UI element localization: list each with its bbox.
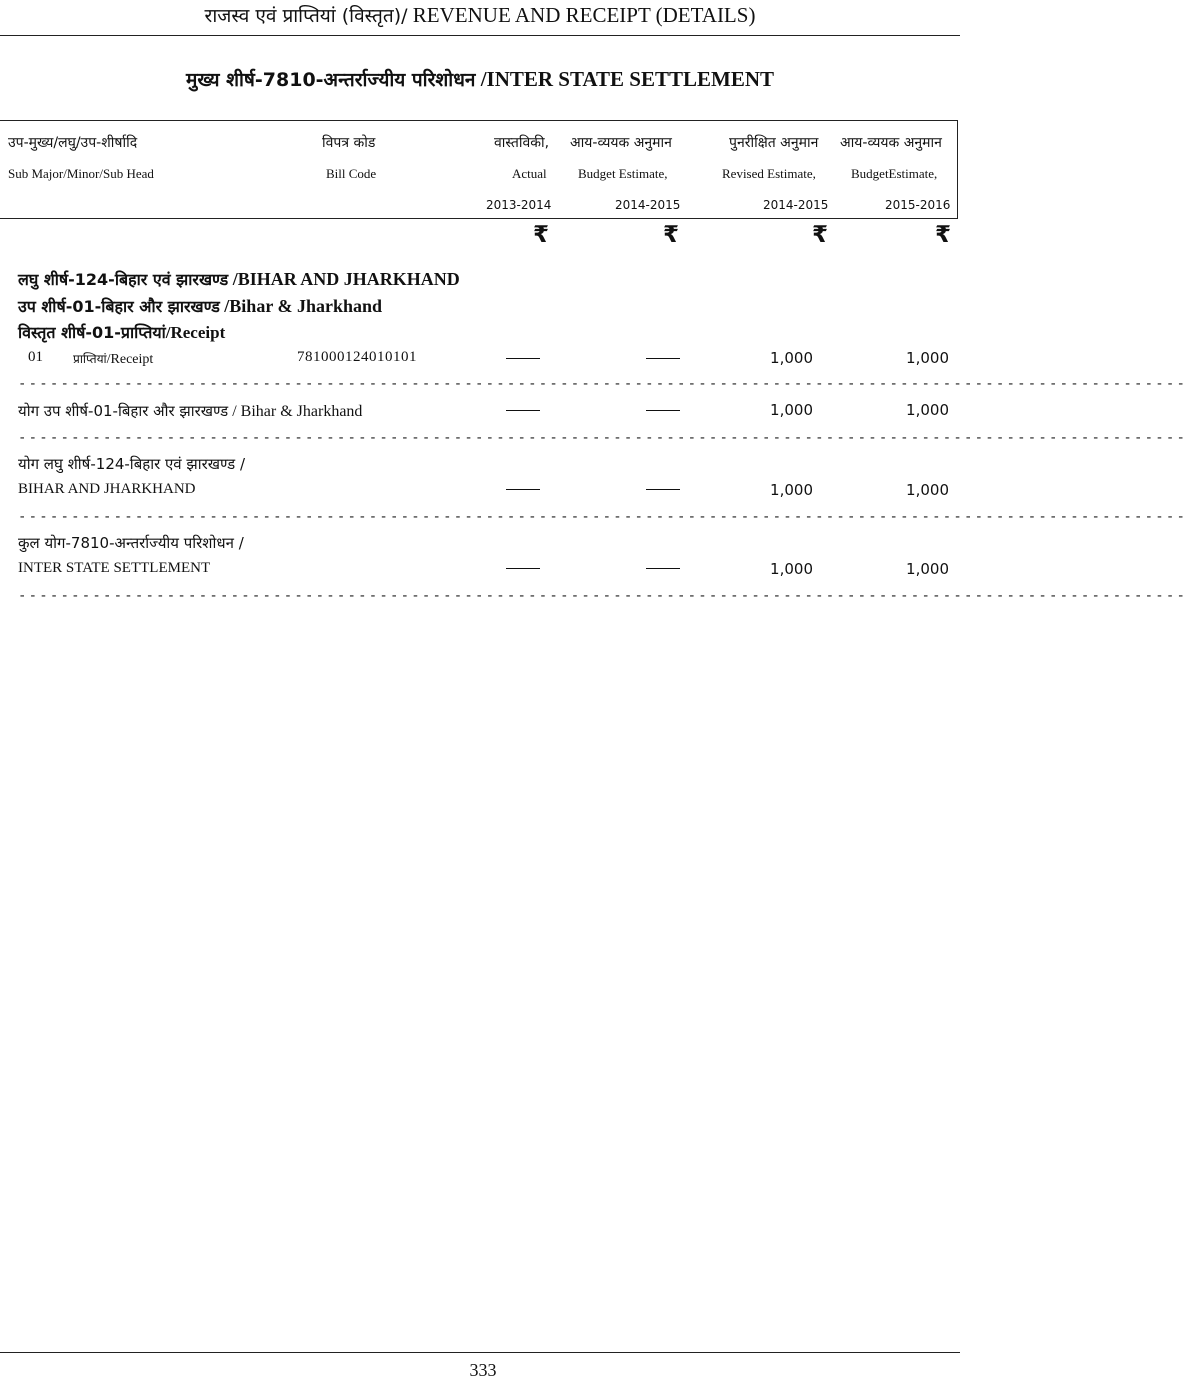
major-head-hindi: मुख्य शीर्ष-7810-अन्तर्राज्यीय परिशोधन <box>185 69 476 91</box>
header-budget-english: Budget Estimate, <box>578 166 668 181</box>
divider: -------------------------------------------------------------------------------------------------------------- <box>18 430 1187 446</box>
minor-head-english: /BIHAR AND JHARKHAND <box>232 269 460 289</box>
header-revised-hindi: पुनरीक्षित अनुमान <box>729 135 819 151</box>
page-number: 333 <box>469 1360 497 1380</box>
header-revised-english: Revised Estimate, <box>722 166 816 181</box>
total-major-head-budget2: 1,000 <box>906 560 949 578</box>
total-minor-head-actual-nil <box>506 489 540 490</box>
total-major-head-english: INTER STATE SETTLEMENT <box>18 560 211 576</box>
total-minor-head-budget-nil <box>646 489 680 490</box>
line-item-label-english: /Receipt <box>106 352 154 367</box>
header-budget-hindi: आय-व्ययक अनुमान <box>570 135 672 151</box>
line-item-budget2: 1,000 <box>906 349 949 367</box>
line-item-bill-code: 781000124010101 <box>297 349 417 365</box>
total-sub-head-revised: 1,000 <box>770 401 813 419</box>
total-sub-head-actual-nil <box>506 410 540 411</box>
total-major-head-budget-nil <box>646 568 680 569</box>
header-actual-hindi: वास्तविकी, <box>494 135 550 151</box>
sub-head-title <box>18 295 382 317</box>
line-item-budget-nil <box>646 358 680 359</box>
divider: -------------------------------------------------------------------------------------------------------------- <box>18 588 1187 604</box>
line-item-code: 01 <box>28 349 43 365</box>
detailed-head-english: /Receipt <box>165 323 226 342</box>
major-head-title <box>0 66 960 92</box>
header-budget2-english: BudgetEstimate, <box>851 166 938 181</box>
total-major-head-actual-nil <box>506 568 540 569</box>
rupee-icon: ₹ <box>663 222 680 248</box>
sub-head-english: /Bihar & Jharkhand <box>224 296 383 316</box>
header-revised-year: 2014-2015 <box>763 198 829 212</box>
total-minor-head-english: BIHAR AND JHARKHAND <box>18 481 196 497</box>
total-minor-head-revised: 1,000 <box>770 481 813 499</box>
page-title-english: REVENUE AND RECEIPT (DETAILS) <box>407 3 756 27</box>
total-minor-head-hindi: योग लघु शीर्ष-124-बिहार एवं झारखण्ड / <box>18 455 246 473</box>
header-head-english: Sub Major/Minor/Sub Head <box>8 166 154 181</box>
line-item-revised: 1,000 <box>770 349 813 367</box>
total-sub-head-budget-nil <box>646 410 680 411</box>
header-head-hindi: उप-मुख्य/लघु/उप-शीर्षादि <box>8 135 138 151</box>
total-sub-head-hindi: योग उप शीर्ष-01-बिहार और झारखण्ड <box>18 402 229 420</box>
line-item-label <box>73 350 153 368</box>
title-rule <box>0 35 960 36</box>
total-major-head-revised: 1,000 <box>770 560 813 578</box>
header-budget2-hindi: आय-व्ययक अनुमान <box>840 135 942 151</box>
line-item-actual-nil <box>506 358 540 359</box>
total-major-head-hindi: कुल योग-7810-अन्तर्राज्यीय परिशोधन / <box>18 534 244 552</box>
divider: -------------------------------------------------------------------------------------------------------------- <box>18 509 1187 525</box>
total-minor-head-budget2: 1,000 <box>906 481 949 499</box>
header-budget-year: 2014-2015 <box>615 198 681 212</box>
minor-head-title <box>18 268 460 290</box>
rupee-icon: ₹ <box>812 222 829 248</box>
line-item-label-hindi: प्राप्तियां <box>73 352 107 366</box>
total-sub-head-english: / Bihar & Jharkhand <box>228 403 363 420</box>
major-head-english: /INTER STATE SETTLEMENT <box>475 67 775 91</box>
header-budget2-year: 2015-2016 <box>885 198 951 212</box>
total-sub-head-label <box>18 401 362 421</box>
total-sub-head-budget2: 1,000 <box>906 401 949 419</box>
header-bill-hindi: विपत्र कोड <box>322 135 376 151</box>
page-title-hindi: राजस्व एवं प्राप्तियां (विस्तृत)/ <box>204 5 408 27</box>
detailed-head-hindi: विस्तृत शीर्ष-01-प्राप्तियां <box>18 323 166 342</box>
header-actual-english: Actual <box>512 166 547 181</box>
rupee-icon: ₹ <box>533 222 550 248</box>
header-actual-year: 2013-2014 <box>486 198 552 212</box>
header-bill-english: Bill Code <box>326 166 377 181</box>
minor-head-hindi: लघु शीर्ष-124-बिहार एवं झारखण्ड <box>18 270 229 289</box>
sub-head-hindi: उप शीर्ष-01-बिहार और झारखण्ड <box>18 297 220 316</box>
rupee-icon: ₹ <box>935 222 952 248</box>
page-title <box>0 2 960 28</box>
divider: -------------------------------------------------------------------------------------------------------------- <box>18 376 1187 392</box>
footer-rule <box>0 1352 960 1353</box>
detailed-head-title <box>18 321 225 343</box>
